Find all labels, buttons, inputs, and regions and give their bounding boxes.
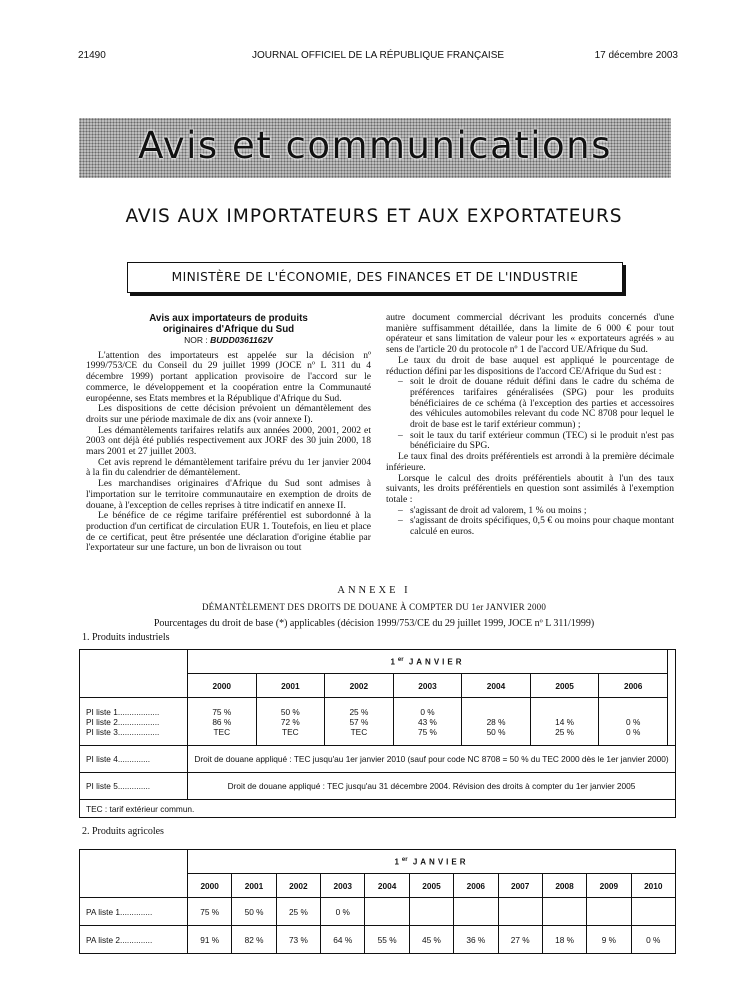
year-header: 2006 xyxy=(454,874,498,898)
table-cell xyxy=(454,898,498,926)
cell-value: 0 % xyxy=(626,726,641,737)
table-cell xyxy=(498,898,542,926)
section-title: AVIS AUX IMPORTATEURS ET AUX EXPORTATEURS xyxy=(125,206,623,227)
page-number: 21490 xyxy=(78,50,106,61)
table-cell: 82 % xyxy=(232,926,276,954)
year-header: 2003 xyxy=(393,674,462,698)
table-cell: 18 % xyxy=(542,926,586,954)
cell-value: 50 % xyxy=(486,726,506,737)
cell-value: 72 % xyxy=(280,716,300,727)
table-cell: 55 % xyxy=(365,926,409,954)
table-cell: 9 % xyxy=(587,926,631,954)
table-cell: 75 % xyxy=(188,898,232,926)
left-column xyxy=(86,313,371,554)
table-cell: 0 % xyxy=(631,926,675,954)
list-item: – s'agissant de droit ad valorem, 1 % ou moins ; xyxy=(410,506,674,517)
cell-value: 0 % xyxy=(626,716,641,727)
page-header xyxy=(78,50,678,64)
year-header: 2001 xyxy=(232,874,276,898)
paragraph: Les démantèlements tarifaires relatifs aux années 2000, 2001, 2002 et 2003 ont déjà été publiés respectivement aux JORF des 30 juin 2000, 18 mars 2001 et 27 juillet 2003. xyxy=(86,424,371,458)
ministry-name: MINISTÈRE DE L'ÉCONOMIE, DES FINANCES ET DE L'INDUSTRIE xyxy=(171,270,579,284)
janvier-header: 1er JANVIER xyxy=(188,650,668,674)
cell-value: 86 % xyxy=(212,716,232,727)
table-cell: 27 % xyxy=(498,926,542,954)
industrial-products-table xyxy=(79,649,676,818)
paragraph: Les marchandises originaires d'Afrique du Sud sont admises à l'importation sur le territoire communautaire en exemption de droits de douane, à l'exception de celles reprises à titre indicatif en annexe II. xyxy=(86,478,371,511)
row-labels: PI liste 1.................. PI liste 2.................. PI liste 3.................. xyxy=(80,698,188,746)
table-cell xyxy=(599,698,668,746)
article-title: Avis aux importateurs de produits originaires d'Afrique du Sud xyxy=(149,313,308,335)
list-item: – soit le taux du tarif extérieur commun (TEC) si le produit n'est pas bénéficiaire du SPG. xyxy=(410,431,674,452)
cell-value: 43 % xyxy=(418,716,437,727)
year-header: 2006 xyxy=(599,674,668,698)
cell-value: 28 % xyxy=(486,716,506,727)
paragraph: Cet avis reprend le démantèlement tarifaire prévu du 1er janvier 2004 à la fin du calendrier de démantèlement. xyxy=(86,456,371,479)
table-cell: 0 % xyxy=(321,898,365,926)
table-cell xyxy=(587,898,631,926)
table-cell xyxy=(542,898,586,926)
table-cell xyxy=(188,698,257,746)
pi5-rule: Droit de douane appliqué : TEC jusqu'au 31 décembre 2004. Révision des droits à compter du 1er janvier 2005 xyxy=(188,773,676,800)
janvier-header-2: 1er JANVIER xyxy=(188,850,676,874)
cell-value: 25 % xyxy=(349,706,369,717)
paragraph: Le taux du droit de base auquel est appliqué le pourcentage de réduction défini par les dispositions de l'accord CE/Afrique du Sud est : xyxy=(386,354,674,377)
cell-value: 75 % xyxy=(212,706,232,717)
row-label: PA liste 2.............. xyxy=(80,926,188,954)
table-row xyxy=(80,898,676,926)
year-header: 2000 xyxy=(188,674,257,698)
annex-title: ANNEXE I xyxy=(337,585,411,596)
cell-value: 50 % xyxy=(280,706,300,717)
table-cell xyxy=(409,898,453,926)
issue-date: 17 décembre 2003 xyxy=(594,50,678,61)
pi4-rule: Droit de douane appliqué : TEC jusqu'au 1er janvier 2010 (sauf pour code NC 8708 = 50 % du TEC 2000 dès le 1er janvier 2000) xyxy=(188,746,676,773)
year-header: 2007 xyxy=(498,874,542,898)
table-cell: 73 % xyxy=(276,926,320,954)
cell-value: TEC xyxy=(282,726,299,737)
tec-note: TEC : tarif extérieur commun. xyxy=(80,800,676,818)
base-rate-list xyxy=(386,377,674,452)
year-header: 2003 xyxy=(321,874,365,898)
nor-reference: NOR : BUDD0361162V xyxy=(184,335,273,345)
paragraph: Le taux final des droits préférentiels est arrondi à la première décimale inférieure. xyxy=(386,451,674,473)
cell-value: 0 % xyxy=(420,706,435,717)
paragraph: L'attention des importateurs est appelée sur la décision nº 1999/753/CE du Conseil du 29 juillet 1999 (JOCE nº L 311 du 4 décembre 1999) portant application provisoire de l'accord sur le commerce, le développement et la coopération entre la Communauté européenne, ses Etats membres et la République d'Afrique du Sud. xyxy=(86,349,371,404)
section-agricultural: 2. Produits agricoles xyxy=(82,826,164,837)
cell-value: 14 % xyxy=(555,716,575,727)
right-column xyxy=(386,313,674,538)
year-header: 2005 xyxy=(530,674,599,698)
table-cell: 25 % xyxy=(276,898,320,926)
paragraph: Lorsque le calcul des droits préférentiels aboutit à l'un des taux suivants, les droits préférentiels en question sont assimilés à l'exemption totale : xyxy=(386,472,674,505)
banner-title: Avis et communications xyxy=(138,124,612,167)
agricultural-products-table xyxy=(79,849,676,954)
cell-value: TEC xyxy=(350,726,368,737)
table-cell: 45 % xyxy=(409,926,453,954)
annex-base-note: Pourcentages du droit de base (*) applicables (décision 1999/753/CE du 29 juillet 1999, JOCE nº L 311/1999) xyxy=(153,618,595,629)
table-cell: 64 % xyxy=(321,926,365,954)
row-label-pi4: PI liste 4.............. xyxy=(80,746,188,773)
year-header: 2001 xyxy=(256,674,325,698)
paragraph: Le bénéfice de ce régime tarifaire préférentiel est subordonné à la production d'un certificat de circulation EUR 1. Toutefois, en lieu et place de ce certificat, peut être présentée une déclaration d'origine établie par l'exportateur sur une facture, un bon de livraison ou tout xyxy=(86,510,371,554)
section-industrial: 1. Produits industriels xyxy=(82,632,170,643)
year-header: 2004 xyxy=(365,874,409,898)
table-cell: 50 % xyxy=(232,898,276,926)
table-cell xyxy=(365,898,409,926)
section-banner xyxy=(79,118,671,178)
table-cell xyxy=(325,698,394,746)
row-label-pi5: PI liste 5.............. xyxy=(80,773,188,800)
year-header: 2009 xyxy=(587,874,631,898)
annex-subtitle: DÉMANTÈLEMENT DES DROITS DE DOUANE À COMPTER DU 1er JANVIER 2000 xyxy=(201,602,547,612)
table-cell xyxy=(462,698,531,746)
cell-value: TEC xyxy=(213,726,231,737)
year-header: 2002 xyxy=(325,674,394,698)
list-item: – soit le droit de douane réduit défini dans le cadre du schéma de préférences tarifaires généralisées (SPG) pour les produits bénéficiaires de ce schéma (à l'exception des parties et accessoires des véhicules automobiles relevant du code NC 8708 pour lequel le droit de base est le tarif extérieur commun) ; xyxy=(410,377,674,431)
cell-value: 57 % xyxy=(349,716,369,727)
exemption-list xyxy=(386,506,674,538)
paragraph: autre document commercial décrivant les produits concernés d'une manière suffisamment détaillée, dans la limite de 6 000 € pour tout opérateur et sans limitation de valeur pour les « exportateurs agréés » au sens de l'article 20 du protocole nº 1 de l'accord UE/Afrique du Sud. xyxy=(386,312,674,356)
year-header: 2002 xyxy=(276,874,320,898)
year-header: 2008 xyxy=(542,874,586,898)
table-cell: 91 % xyxy=(188,926,232,954)
table-cell: 36 % xyxy=(454,926,498,954)
year-header: 2000 xyxy=(188,874,232,898)
table-row xyxy=(80,926,676,954)
year-header: 2004 xyxy=(462,674,531,698)
row-label: PA liste 1.............. xyxy=(80,898,188,926)
ministry-box xyxy=(127,262,623,293)
table-cell xyxy=(256,698,325,746)
cell-value: 75 % xyxy=(418,726,437,737)
year-header: 2005 xyxy=(409,874,453,898)
table-cell xyxy=(631,898,675,926)
journal-title: JOURNAL OFFICIEL DE LA RÉPUBLIQUE FRANÇAISE xyxy=(251,50,505,61)
table-cell xyxy=(530,698,599,746)
year-header: 2010 xyxy=(631,874,675,898)
list-item: – s'agissant de droits spécifiques, 0,5 € ou moins pour chaque montant calculé en euros. xyxy=(410,516,674,537)
paragraph: Les dispositions de cette décision prévoient un démantèlement des droits sur une période maximale de dix ans (voir annexe I). xyxy=(86,403,371,425)
table-cell xyxy=(393,698,462,746)
nor-code: BUDD0361162V xyxy=(210,335,273,345)
cell-value: 25 % xyxy=(555,726,575,737)
